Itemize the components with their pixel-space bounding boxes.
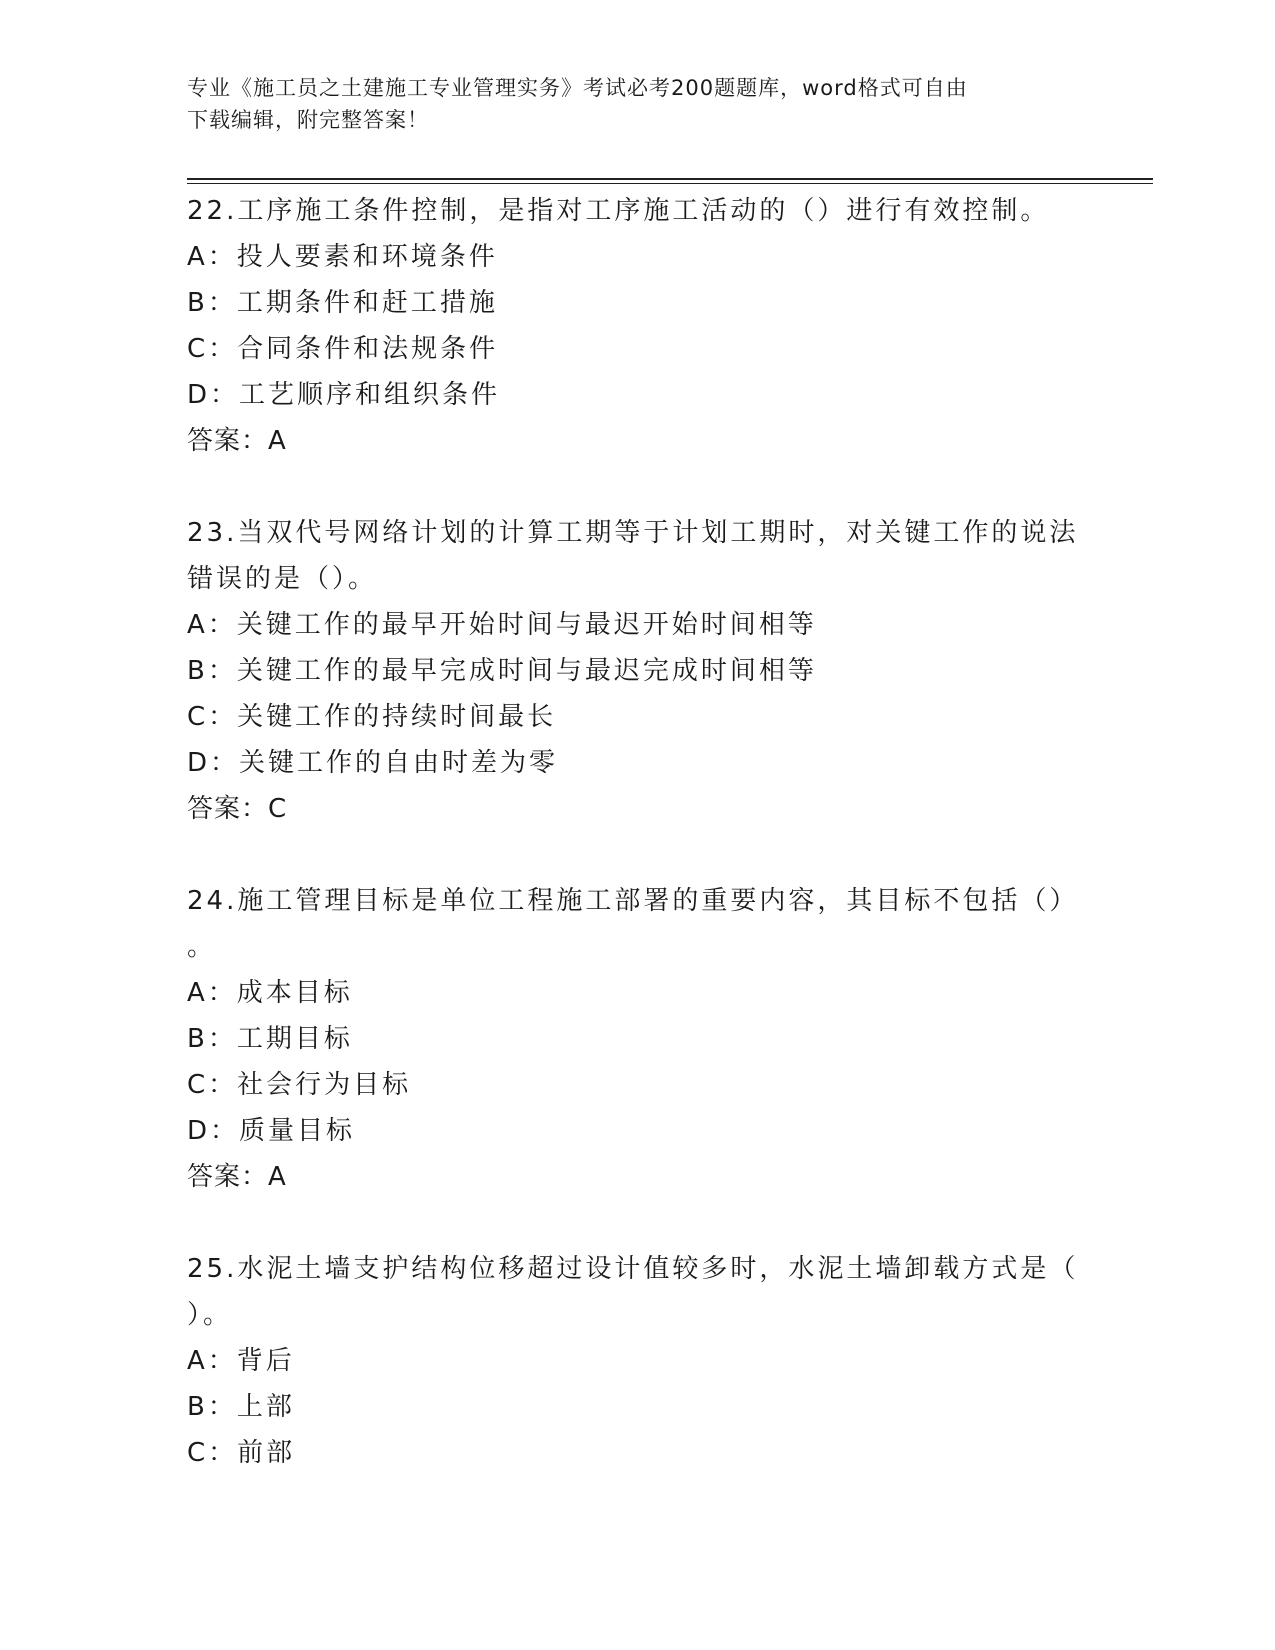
option-c: C：社会行为目标 — [187, 1070, 412, 1100]
option-a: A：投人要素和环境条件 — [187, 242, 498, 272]
option-c: C：合同条件和法规条件 — [187, 334, 499, 364]
option-a: A：成本目标 — [187, 978, 353, 1008]
answer: 答案：A — [187, 426, 287, 456]
header-line-1: 专业《施工员之土建施工专业管理实务》考试必考200题题库，word格式可自由 — [187, 76, 968, 100]
question-stem-line: 22.工序施工条件控制，是指对工序施工活动的（）进行有效控制。 — [187, 196, 1050, 226]
option-b: B：上部 — [187, 1392, 295, 1422]
option-b: B：关键工作的最早完成时间与最迟完成时间相等 — [187, 656, 817, 686]
answer: 答案：C — [187, 794, 288, 824]
answer: 答案：A — [187, 1162, 287, 1192]
question-stem — [187, 188, 1087, 234]
header-line-2: 下载编辑，附完整答案！ — [187, 108, 429, 132]
question-stem — [187, 878, 1087, 970]
question-list — [187, 188, 1087, 1476]
option-c: C：前部 — [187, 1438, 296, 1468]
question-22 — [187, 188, 1087, 464]
question-stem-line: 错误的是（）。 — [187, 564, 378, 594]
option-c: C：关键工作的持续时间最长 — [187, 702, 557, 732]
option-a: A：关键工作的最早开始时间与最迟开始时间相等 — [187, 610, 817, 640]
question-stem-line: 。 — [187, 932, 217, 962]
option-a: A：背后 — [187, 1346, 295, 1376]
header-divider-thin — [187, 183, 1153, 184]
question-spacer — [187, 832, 1087, 878]
option-b: B：工期目标 — [187, 1024, 353, 1054]
question-spacer — [187, 1200, 1087, 1246]
question-stem-line: 25.水泥土墙支护结构位移超过设计值较多时，水泥土墙卸载方式是（ — [187, 1254, 1079, 1284]
question-stem — [187, 510, 1087, 602]
question-stem-line: 24.施工管理目标是单位工程施工部署的重要内容，其目标不包括（） — [187, 886, 1079, 916]
question-stem — [187, 1246, 1087, 1338]
question-stem-line: ）。 — [187, 1300, 233, 1330]
question-stem-line: 23.当双代号网络计划的计算工期等于计划工期时，对关键工作的说法 — [187, 518, 1079, 548]
option-d: D：工艺顺序和组织条件 — [187, 380, 501, 410]
question-24 — [187, 878, 1087, 1200]
header-divider-thick — [187, 178, 1153, 180]
option-d: D：质量目标 — [187, 1116, 356, 1146]
option-b: B：工期条件和赶工措施 — [187, 288, 498, 318]
document-header — [187, 72, 1087, 136]
option-d: D：关键工作的自由时差为零 — [187, 748, 559, 778]
question-spacer — [187, 464, 1087, 510]
question-25 — [187, 1246, 1087, 1476]
question-23 — [187, 510, 1087, 832]
